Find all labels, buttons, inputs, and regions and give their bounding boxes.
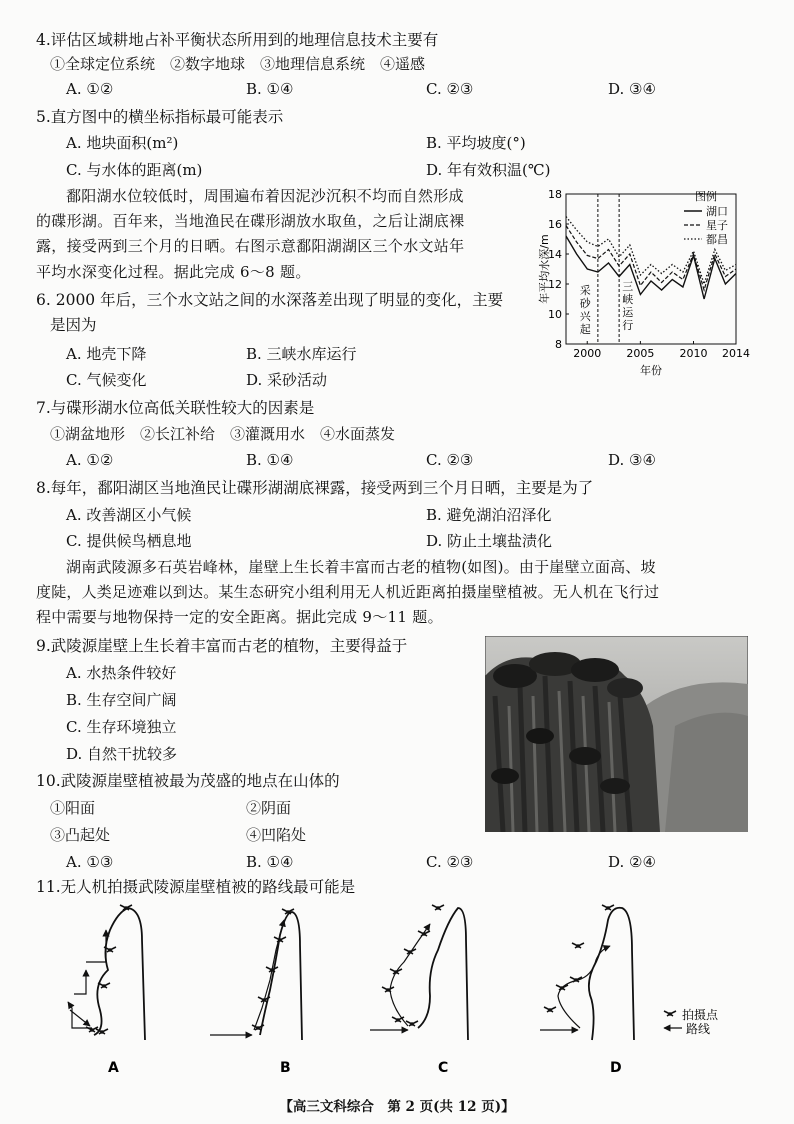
q5-option-d: D. 年有效积温(℃)	[426, 161, 551, 179]
q10-item-4: ④凹陷处	[246, 826, 307, 844]
annotation-text-char: 运	[622, 306, 634, 319]
q7-option-d: D. ③④	[608, 451, 656, 469]
y-tick-label: 16	[548, 218, 562, 231]
q7-stem: 7.与碟形湖水位高低关联性较大的因素是	[36, 399, 315, 417]
q4-option-b: B. ①④	[246, 80, 294, 98]
q10-option-a: A. ①③	[66, 853, 114, 871]
q9-option-c: C. 生存环境独立	[66, 718, 177, 736]
q8-option-b: B. 避免湖泊沼泽化	[426, 506, 552, 524]
q4-option-d: D. ③④	[608, 80, 656, 98]
diagram-label-d: D	[610, 1060, 622, 1076]
y-tick-label: 12	[548, 278, 562, 291]
q5-stem: 5.直方图中的横坐标指标最可能表示	[36, 108, 284, 126]
passage1-line-2: 的碟形湖。百年来，当地渔民在碟形湖放水取鱼，之后让湖底裸	[36, 212, 465, 230]
annotation-text-char: 起	[579, 323, 591, 336]
q6-option-d: D. 采砂活动	[246, 371, 328, 389]
q9-stem: 9.武陵源崖壁上生长着丰富而古老的植物，主要得益于	[36, 637, 408, 655]
annotation-text-char: 行	[622, 319, 634, 332]
q6-stem-line-2: 是因为	[50, 316, 97, 334]
y-tick-label: 18	[548, 188, 562, 201]
q6-option-c: C. 气候变化	[66, 371, 147, 389]
q10-item-2: ②阴面	[246, 799, 292, 817]
cliff-photo	[485, 636, 748, 832]
passage2-line-2: 度陡，人类足迹难以到达。某生态研究小组利用无人机近距离拍摄崖壁植被。无人机在飞行过	[36, 583, 660, 601]
route-diagram-b	[210, 909, 302, 1040]
legend-title: 图例	[695, 190, 717, 203]
annotation-text-char: 砂	[579, 297, 591, 310]
x-tick-label: 2010	[679, 347, 708, 360]
q5-option-a: A. 地块面积(m²)	[66, 134, 179, 152]
passage2-line-1: 湖南武陵源多石英岩峰林，崖壁上生长着丰富而古老的植物(如图)。由于崖壁立面高、坡	[66, 558, 656, 576]
q10-option-d: D. ②④	[608, 853, 656, 871]
y-axis-label: 年平均水深/m	[538, 234, 551, 304]
q10-option-b: B. ①④	[246, 853, 294, 871]
legend-entry: 湖口	[706, 205, 728, 218]
q6-option-a: A. 地壳下降	[66, 345, 147, 363]
y-tick-label: 10	[548, 308, 562, 321]
x-tick-label: 2000	[573, 347, 602, 360]
x-tick-label: 2005	[626, 347, 655, 360]
x-tick-label: 2014	[722, 347, 750, 360]
diagram-label-c: C	[438, 1060, 449, 1076]
passage1-line-4: 平均水深变化过程。据此完成 6～8 题。	[36, 263, 311, 281]
route-diagram-a	[68, 905, 145, 1040]
q5-option-c: C. 与水体的距离(m)	[66, 161, 203, 179]
q10-item-3: ③凸起处	[50, 826, 111, 844]
q9-option-b: B. 生存空间广阔	[66, 691, 177, 709]
q8-stem: 8.每年，鄱阳湖区当地渔民让碟形湖湖底裸露，接受两到三个月日晒，主要是为了	[36, 479, 594, 497]
q4-items: ①全球定位系统 ②数字地球 ③地理信息系统 ④遥感	[50, 55, 426, 73]
passage2-line-3: 程中需要与地物保持一定的安全距离。据此完成 9～11 题。	[36, 608, 443, 626]
route-diagram-c	[370, 905, 468, 1040]
annotation-text-char: 三	[622, 280, 634, 293]
legend-entry: 星子	[706, 219, 728, 232]
q7-option-b: B. ①④	[246, 451, 294, 469]
y-tick-label: 14	[548, 248, 562, 261]
passage1-line-3: 露，接受两到三个月的日晒。右图示意鄱阳湖湖区三个水文站年	[36, 237, 465, 255]
annotation-text-char: 采	[579, 284, 591, 297]
q7-items: ①湖盆地形 ②长江补给 ③灌溉用水 ④水面蒸发	[50, 425, 396, 443]
water-depth-chart	[536, 186, 751, 382]
q6-option-b: B. 三峡水库运行	[246, 345, 357, 363]
q10-option-c: C. ②③	[426, 853, 474, 871]
q10-stem: 10.武陵源崖壁植被最为茂盛的地点在山体的	[36, 772, 340, 790]
q11-stem: 11.无人机拍摄武陵源崖壁植被的路线最可能是	[36, 878, 356, 896]
q7-option-c: C. ②③	[426, 451, 474, 469]
passage1-line-1: 鄱阳湖水位较低时，周围遍布着因泥沙沉积不均而自然形成	[66, 187, 464, 205]
q4-stem: 4.评估区域耕地占补平衡状态所用到的地理信息技术主要有	[36, 31, 439, 49]
annotation-text-char: 兴	[579, 310, 591, 323]
diagram-label-a: A	[108, 1060, 119, 1076]
diagram-label-b: B	[280, 1060, 291, 1076]
route-diagram-d	[540, 905, 634, 1040]
drone-route-diagrams	[30, 900, 760, 1080]
q9-option-a: A. 水热条件较好	[66, 664, 177, 682]
q8-option-d: D. 防止土壤盐渍化	[426, 532, 553, 550]
q8-option-c: C. 提供候鸟栖息地	[66, 532, 192, 550]
route-legend	[664, 1007, 719, 1036]
q10-item-1: ①阳面	[50, 799, 96, 817]
page-footer: 【高三文科综合 第 2 页(共 12 页)】	[279, 1099, 515, 1115]
x-axis-label: 年份	[640, 364, 662, 377]
legend-entry: 都昌	[706, 233, 728, 246]
annotation-text-char: 峡	[622, 293, 634, 306]
q6-stem-line-1: 6. 2000 年后，三个水文站之间的水深落差出现了明显的变化，主要	[36, 291, 504, 309]
legend-route-label: 路线	[686, 1022, 711, 1036]
q8-option-a: A. 改善湖区小气候	[66, 506, 192, 524]
y-tick-label: 8	[555, 338, 562, 351]
legend-point-label: 拍摄点	[682, 1008, 719, 1022]
q4-option-a: A. ①②	[66, 80, 114, 98]
q5-option-b: B. 平均坡度(°)	[426, 134, 526, 152]
q4-option-c: C. ②③	[426, 80, 474, 98]
q7-option-a: A. ①②	[66, 451, 114, 469]
q9-option-d: D. 自然干扰较多	[66, 745, 178, 763]
